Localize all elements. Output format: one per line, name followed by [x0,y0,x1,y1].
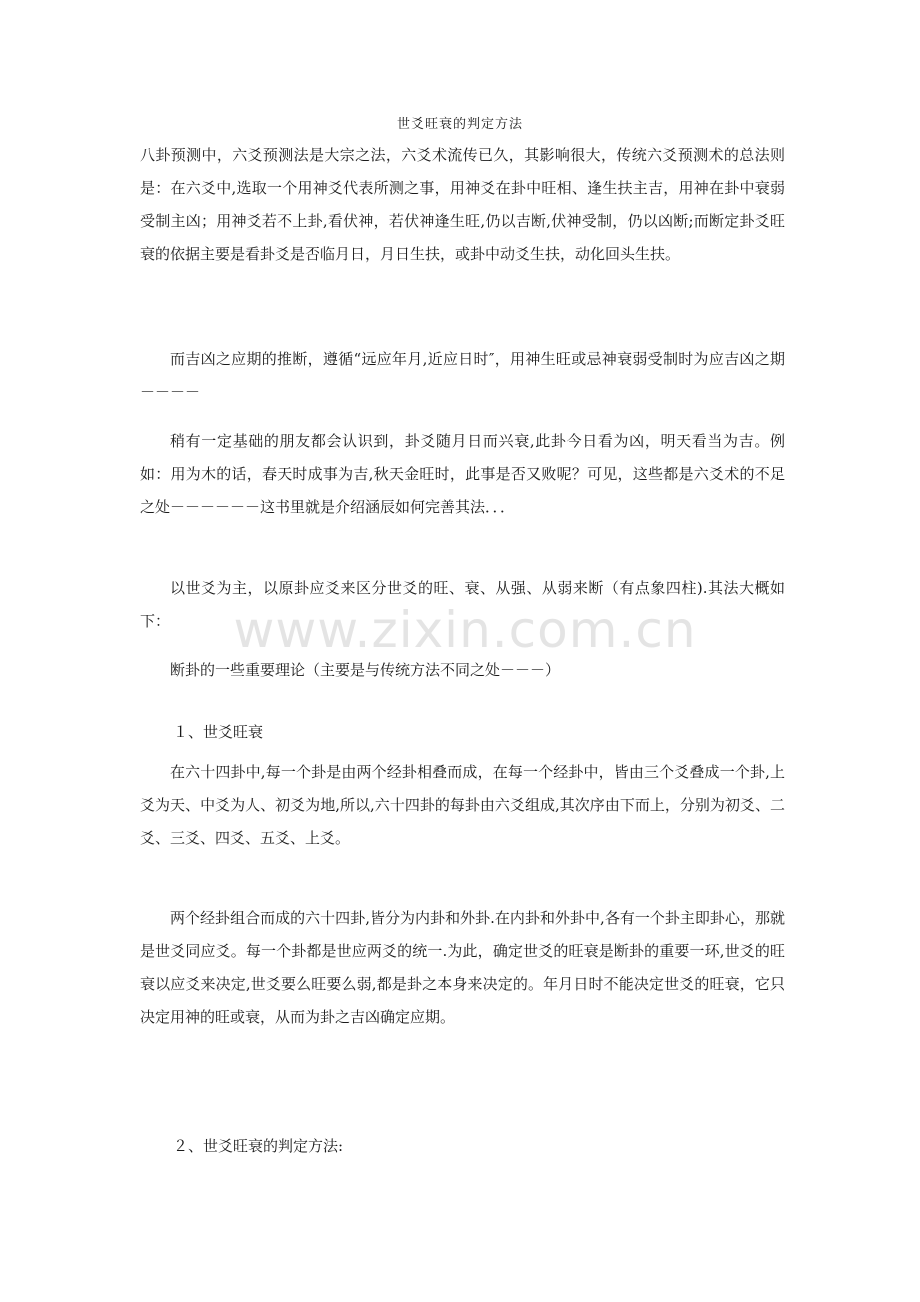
section-1-heading: １、世爻旺衰 [173,723,264,741]
watermark: www.zixin.com.cn [233,601,697,659]
timing-paragraph: 而吉凶之应期的推断，遵循“远应年月,近应日时″，用神生旺或忌神衰弱受制时为应吉凶之期－－－－ [140,350,785,401]
document-title: 世爻旺衰的判定方法 [396,117,523,132]
limitation-paragraph: 稍有一定基础的朋友都会认识到，卦爻随月日而兴衰,此卦今日看为凶，明天看当为吉。例如：用为木的话，春天时成事为吉,秋天金旺时，此事是否又败呢？可见，这些都是六爻术的不足之处－－－－－－这书里就是介绍涵辰如何完善其法．．． [140,432,785,516]
intro-paragraph: 八卦预测中，六爻预测法是大宗之法，六爻术流传已久，其影响很大，传统六爻预测术的总法则是：在六爻中,选取一个用神爻代表所测之事，用神爻在卦中旺相、逢生扶主吉，用神在卦中衰弱受制主凶；用神爻若不上卦,看伏神，若伏神逢生旺,仍以吉断,伏神受制，仍以凶断;而断定卦爻旺衰的依据主要是看卦爻是否临月日，月日生扶，或卦中动爻生扶，动化回头生扶。 [140,146,785,263]
theory-intro-paragraph: 断卦的一些重要理论（主要是与传统方法不同之处－－－） [170,661,561,679]
method-paragraph: 以世爻为主，以原卦应爻来区分世爻的旺、衰、从强、从弱来断（有点象四柱).其法大概如下： [140,579,785,630]
section-2-heading: ２、世爻旺衰的判定方法: [173,1137,344,1155]
section-1-paragraph-2: 两个经卦组合而成的六十四卦,皆分为内卦和外卦.在内卦和外卦中,各有一个卦主即卦心，那就是世爻同应爻。每一个卦都是世应两爻的统一.为此，确定世爻的旺衰是断卦的重要一环,世爻的旺衰以应爻来决定,世爻要么旺要么弱,都是卦之本身来决定的。年月日时不能决定世爻的旺衰，它只决定用神的旺或衰，从而为卦之吉凶确定应期。 [140,909,785,1026]
section-1-paragraph-1: 在六十四卦中,每一个卦是由两个经卦相叠而成，在每一个经卦中，皆由三个爻叠成一个卦,上爻为天、中爻为人、初爻为地,所以,六十四卦的每卦由六爻组成,其次序由下而上，分别为初爻、二爻、三爻、四爻、五爻、上爻。 [140,763,785,847]
